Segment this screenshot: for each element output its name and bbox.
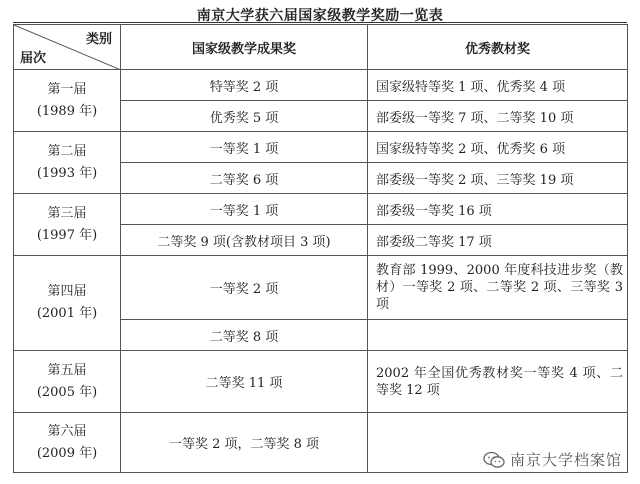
- textbook-award-cell: 国家级特等奖 2 项、优秀奖 6 项: [368, 132, 628, 163]
- session-name: 第六届: [47, 423, 87, 439]
- session-year: (2001 年): [36, 306, 98, 321]
- teaching-award-cell: 一等奖 2 项: [121, 256, 368, 320]
- textbook-award-cell: 教育部 1999、2000 年度科技进步奖（教材）一等奖 2 项、二等奖 2 项、三等奖 3 项: [368, 256, 628, 320]
- award-table: [13, 24, 628, 473]
- teaching-award-cell: 二等奖 11 项: [121, 351, 368, 413]
- teaching-award-cell: 特等奖 2 项: [121, 70, 368, 101]
- teaching-award-cell: 一等奖 2 项，二等奖 8 项: [121, 413, 368, 473]
- session-year: (1997 年): [36, 227, 98, 243]
- session-label: 届次: [20, 51, 47, 66]
- top-rule: [13, 22, 627, 23]
- textbook-award-cell: 国家级特等奖 1 项、优秀奖 4 项: [368, 70, 628, 101]
- col-header-textbook-award: 优秀教材奖: [368, 25, 628, 70]
- teaching-award-cell: 优秀奖 5 项: [121, 101, 368, 132]
- textbook-award-cell: 部委级一等奖 7 项、二等奖 10 项: [368, 101, 628, 132]
- table-row: [14, 256, 628, 320]
- session-name: 第一届: [47, 81, 87, 97]
- header-row: [14, 25, 628, 70]
- session-year: (1989 年): [36, 103, 98, 119]
- textbook-award-cell: 2002 年全国优秀教材奖一等奖 4 项、二等奖 12 项: [368, 351, 628, 413]
- teaching-award-cell: 二等奖 6 项: [121, 163, 368, 194]
- wechat-icon: [483, 451, 505, 469]
- textbook-award-cell: [368, 320, 628, 351]
- table-row: [14, 132, 628, 163]
- textbook-award-cell: 部委级一等奖 2 项、三等奖 19 项: [368, 163, 628, 194]
- session-cell: [14, 194, 121, 256]
- session-cell: [14, 351, 121, 413]
- teaching-award-cell: 一等奖 1 项: [121, 132, 368, 163]
- watermark: [479, 447, 626, 472]
- teaching-award-cell: 二等奖 9 项(含教材项目 3 项): [121, 225, 368, 256]
- session-name: 第二届: [47, 143, 87, 159]
- col-header-teaching-award: 国家级教学成果奖: [121, 25, 368, 70]
- teaching-award-cell: 二等奖 8 项: [121, 320, 368, 351]
- textbook-award-cell: 部委级二等奖 17 项: [368, 225, 628, 256]
- header-corner: [14, 25, 121, 70]
- table-row: [14, 351, 628, 413]
- teaching-award-cell: 一等奖 1 项: [121, 194, 368, 225]
- session-name: 第五届: [47, 362, 87, 378]
- table-row: [14, 194, 628, 225]
- session-cell: [14, 70, 121, 132]
- session-cell: [14, 413, 121, 473]
- session-name: 第四届: [47, 284, 87, 299]
- session-year: (2009 年): [36, 445, 98, 461]
- category-label: 类别: [85, 32, 112, 47]
- session-year: (1993 年): [36, 165, 98, 181]
- watermark-text: 南京大学档案馆: [509, 451, 622, 469]
- session-year: (2005 年): [36, 384, 98, 400]
- table-title: 南京大学获六届国家级教学奖励一览表: [196, 8, 444, 24]
- table-row: [14, 70, 628, 101]
- session-name: 第三届: [47, 205, 87, 221]
- session-cell: [14, 256, 121, 351]
- textbook-award-cell: 部委级一等奖 16 项: [368, 194, 628, 225]
- session-cell: [14, 132, 121, 194]
